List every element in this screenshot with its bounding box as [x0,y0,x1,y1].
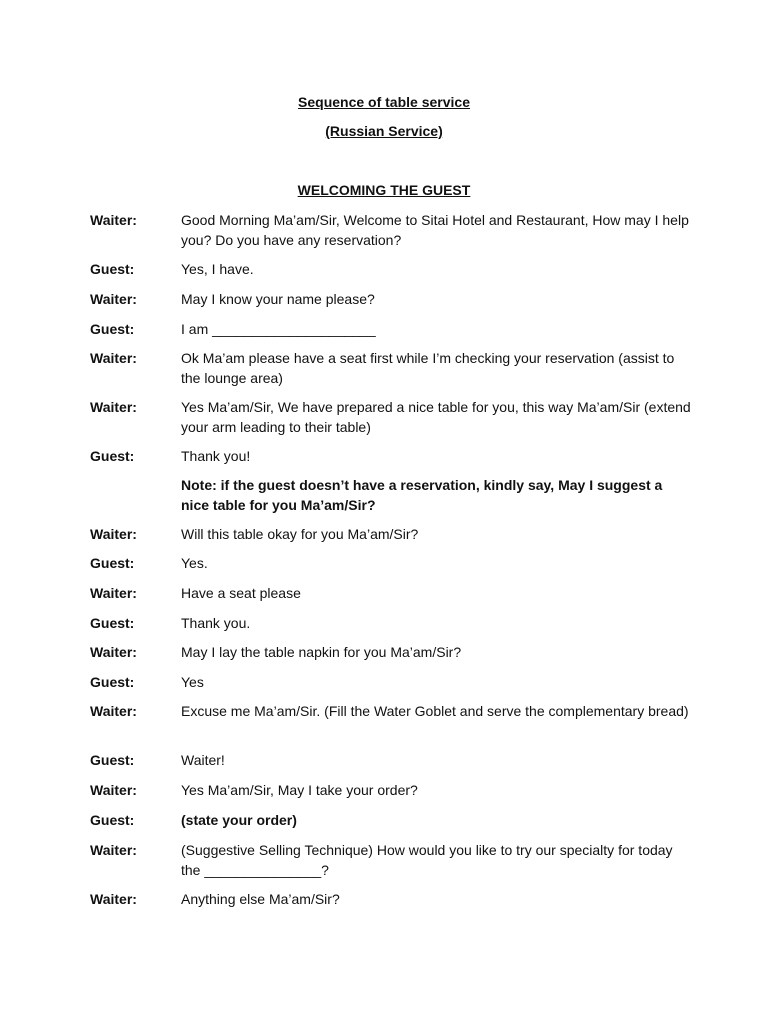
speaker-label: Waiter: [90,399,137,415]
speaker-label: Waiter: [90,350,137,366]
document-title: Sequence of table service [298,94,470,110]
dialogue-line: Yes Ma’am/Sir, May I take your order? [181,782,418,798]
dialogue-line: Will this table okay for you Ma’am/Sir? [181,526,419,542]
dialogue-line: Excuse me Ma’am/Sir. (Fill the Water Goblet and serve the complementary bread) [181,703,689,719]
speaker-label: Guest: [90,615,135,631]
speaker-label: Waiter: [90,782,137,798]
dialogue-line: May I know your name please? [181,291,375,307]
speaker-label: Guest: [90,752,135,768]
dialogue-line: Ok Ma’am please have a seat first while I’m checking your reservation (assist to the lounge area) [181,350,675,386]
dialogue-line: (Suggestive Selling Technique) How would you like to try our specialty for today the _______________? [181,842,673,878]
dialogue-line: Good Morning Ma’am/Sir, Welcome to Sitai Hotel and Restaurant, How may I help you? Do you have any reservation? [181,212,689,248]
dialogue-line: Thank you. [181,615,251,631]
dialogue-line: Yes [181,674,204,690]
speaker-label: Waiter: [90,526,137,542]
dialogue-line: Yes. [181,555,208,571]
speaker-label: Waiter: [90,842,137,858]
speaker-label: Guest: [90,674,135,690]
speaker-label: Waiter: [90,291,137,307]
speaker-label: Guest: [90,448,135,464]
dialogue-line: Waiter! [181,752,225,768]
speaker-label: Guest: [90,321,135,337]
note-text: Note: if the guest doesn’t have a reservation, kindly say, May I suggest a nice table for you Ma’am/Sir? [181,477,663,513]
dialogue-line: Yes, I have. [181,261,254,277]
section-heading: WELCOMING THE GUEST [297,182,471,198]
speaker-label: Waiter: [90,585,137,601]
speaker-label: Guest: [90,555,135,571]
document-subtitle: (Russian Service) [325,123,443,139]
dialogue-line: (state your order) [181,812,297,828]
speaker-label: Waiter: [90,891,137,907]
speaker-label: Guest: [90,812,135,828]
dialogue-line: Thank you! [181,448,251,464]
dialogue-line: Anything else Ma’am/Sir? [181,891,340,907]
speaker-label: Waiter: [90,212,137,228]
speaker-label: Guest: [90,261,135,277]
speaker-label: Waiter: [90,644,137,660]
dialogue-line: Have a seat please [181,585,301,601]
dialogue-line: Yes Ma’am/Sir, We have prepared a nice table for you, this way Ma’am/Sir (extend your arm leading to their table) [181,399,691,435]
dialogue-line: May I lay the table napkin for you Ma’am/Sir? [181,644,462,660]
speaker-label: Waiter: [90,703,137,719]
dialogue-line: I am _____________________ [181,321,376,337]
